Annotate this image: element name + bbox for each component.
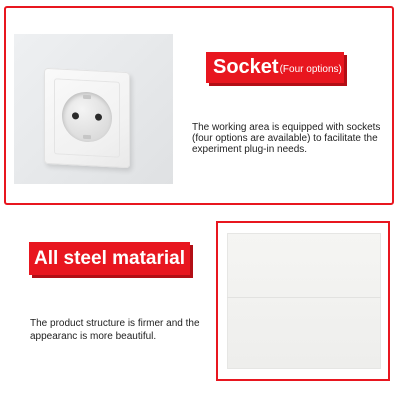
steel-description: The product structure is firmer and the appearanc is more beautiful. xyxy=(30,318,200,342)
socket-description: The working area is equipped with sockets (four options are available) to facilitate the experiment plug-in needs. xyxy=(192,122,381,155)
earth-clip-top xyxy=(83,95,91,99)
earth-clip-bottom xyxy=(83,135,91,139)
socket-plate xyxy=(44,68,130,169)
socket-plate-inner xyxy=(54,78,120,157)
socket-title: Socket xyxy=(213,56,279,78)
steel-title: All steel matarial xyxy=(33,247,186,269)
socket-title-banner xyxy=(206,52,344,83)
socket-outlet xyxy=(62,91,112,144)
socket-pin-hole-left xyxy=(72,112,79,119)
steel-surface-photo xyxy=(227,233,381,369)
socket-photo xyxy=(14,34,173,184)
steel-panel xyxy=(216,221,390,381)
socket-title-suffix: (Four options) xyxy=(279,64,342,75)
steel-title-banner xyxy=(29,242,190,275)
socket-pin-hole-right xyxy=(95,113,102,120)
steel-seam xyxy=(227,297,381,298)
